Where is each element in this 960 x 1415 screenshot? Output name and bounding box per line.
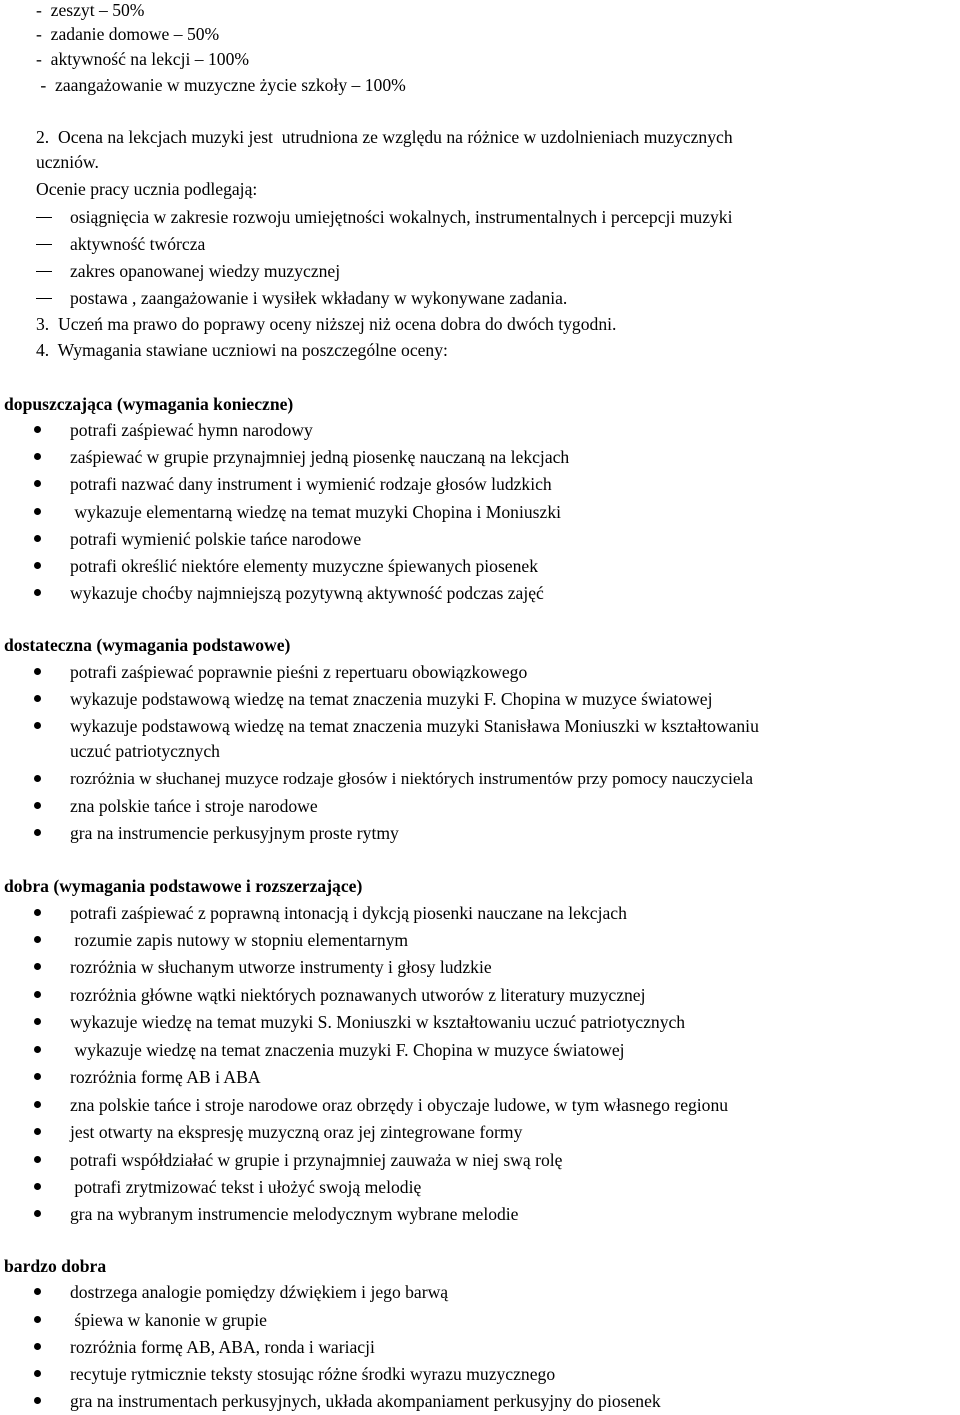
bullet-icon [34, 829, 41, 836]
grade-weight-engagement: - zaangażowanie w muzyczne życie szkoły – 100% [36, 75, 406, 95]
bullet-icon [34, 453, 41, 460]
bullet-icon [34, 1101, 41, 1108]
bullet-icon [34, 1370, 41, 1377]
bullet-icon [34, 668, 41, 675]
bullet-icon [34, 426, 41, 433]
grade-weight-homework: - zadanie domowe – 50% [36, 24, 220, 44]
point-2-text: 2. Ocena na lekcjach muzyki jest utrudniona ze względu na różnice w uzdolnieniach muzycznych [36, 127, 733, 147]
bullet-icon [34, 909, 41, 916]
dash-marker [36, 244, 52, 245]
bullet-icon [34, 1128, 41, 1135]
bullet-icon [34, 589, 41, 596]
bullet-icon [34, 1288, 41, 1295]
dash-marker [36, 217, 52, 218]
point-2-assessment-intro: Ocenie pracy ucznia podlegają: [36, 179, 258, 199]
section-heading-dobra: dobra (wymagania podstawowe i rozszerzające) [4, 876, 363, 896]
dash-marker [36, 298, 52, 299]
bullet-icon [34, 936, 41, 943]
section-heading-dostateczna: dostateczna (wymagania podstawowe) [4, 635, 291, 655]
bullet-icon [34, 1183, 41, 1190]
bullet-icon [34, 1397, 41, 1404]
section-heading-bardzo-dobra: bardzo dobra [4, 1256, 107, 1276]
bullet-icon [34, 963, 41, 970]
bullet-icon [34, 508, 41, 515]
bullet-icon [34, 480, 41, 487]
bullet-icon [34, 1018, 41, 1025]
bullet-icon [34, 1156, 41, 1163]
grade-weight-activity: - aktywność na lekcji – 100% [36, 49, 250, 69]
bullet-icon [34, 775, 41, 782]
bullet-icon [34, 1073, 41, 1080]
section-heading-dopuszczajaca: dopuszczająca (wymagania konieczne) [4, 394, 294, 414]
list-item-continuation: uczuć patriotycznych [70, 741, 220, 761]
bullet-icon [34, 695, 41, 702]
bullet-icon [34, 535, 41, 542]
bullet-icon [34, 722, 41, 729]
bullet-icon [34, 802, 41, 809]
bullet-icon [34, 562, 41, 569]
grade-weight-notebook: - zeszyt – 50% [36, 0, 145, 20]
dash-marker [36, 271, 52, 272]
point-3-text: 3. Uczeń ma prawo do poprawy oceny niższej niż ocena dobra do dwóch tygodni. [36, 314, 617, 334]
point-4-text: 4. Wymagania stawiane uczniowi na poszczególne oceny: [36, 340, 448, 360]
bullet-icon [34, 1210, 41, 1217]
bullet-icon [34, 1316, 41, 1323]
point-2-continuation: uczniów. [36, 152, 99, 172]
bullet-icon [34, 1343, 41, 1350]
bullet-icon [34, 991, 41, 998]
bullet-icon [34, 1046, 41, 1053]
